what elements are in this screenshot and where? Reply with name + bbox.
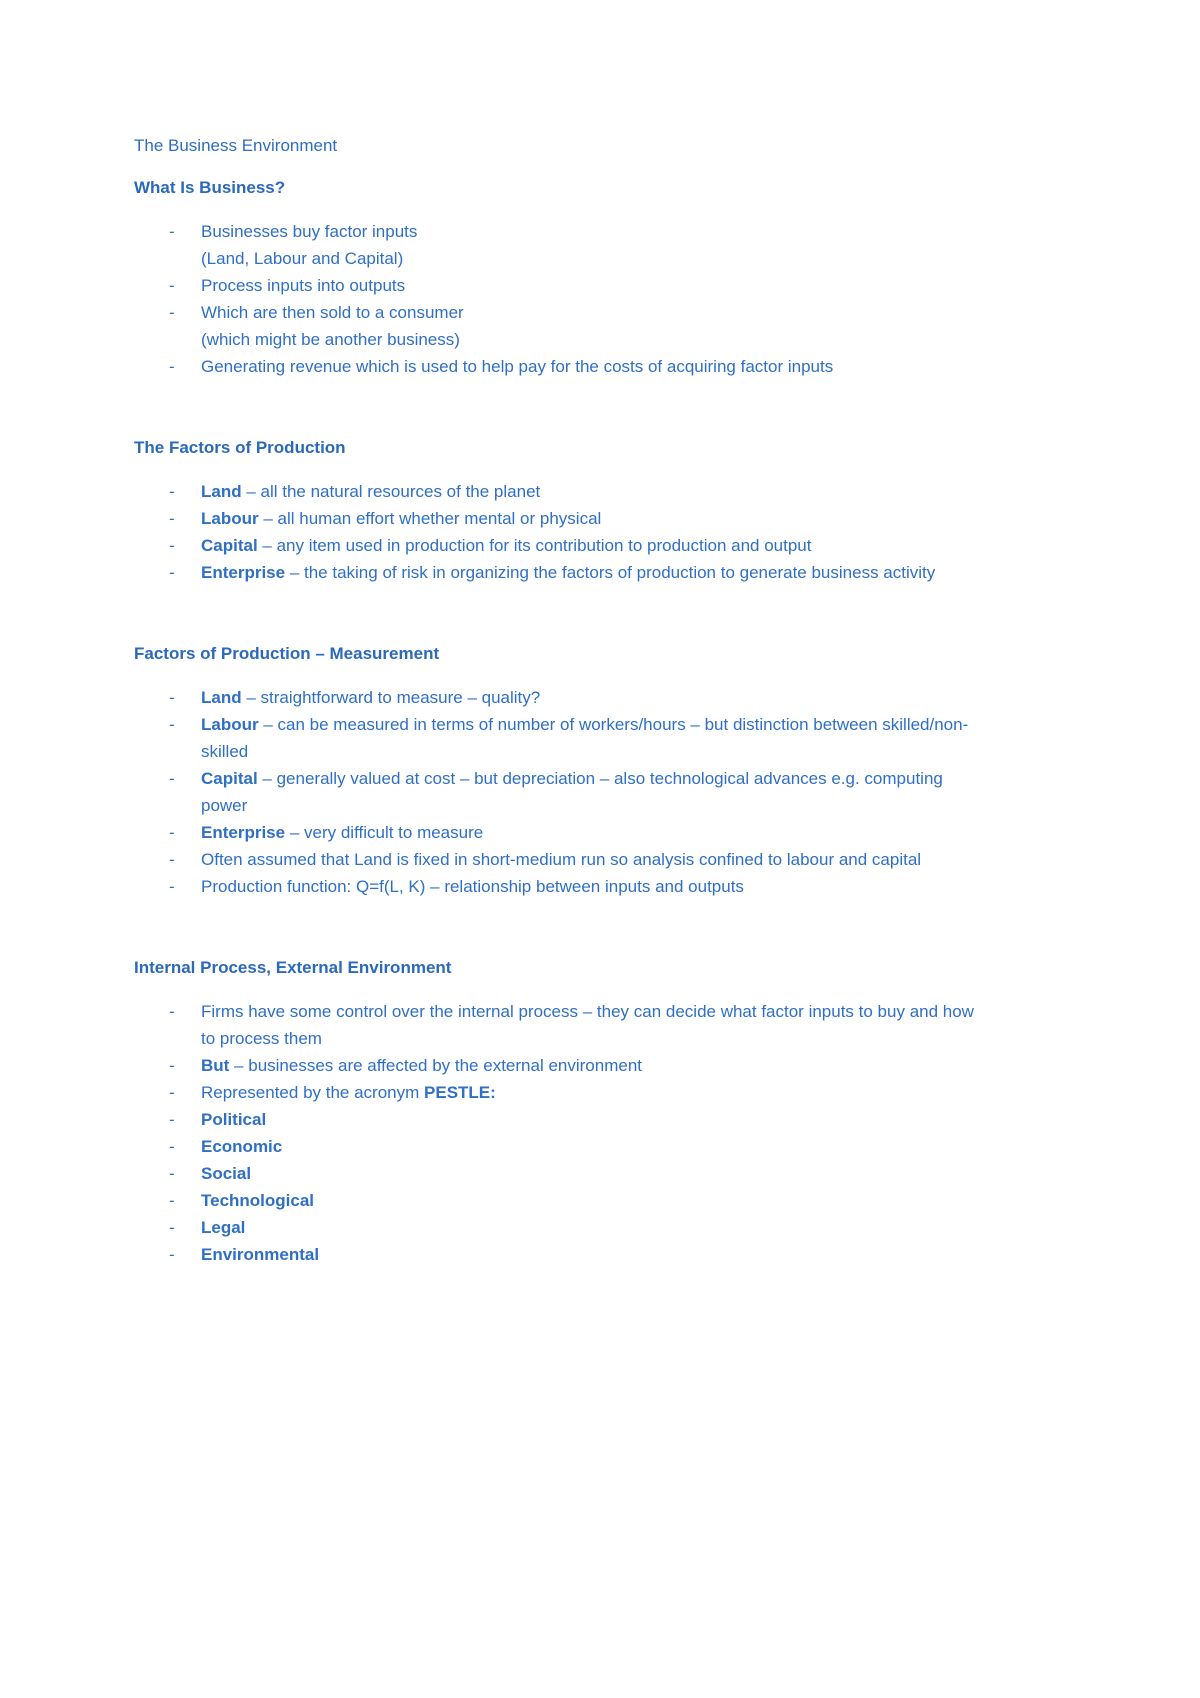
bullet-dash: - <box>169 1137 175 1156</box>
bullet-dash: - <box>169 1218 175 1237</box>
pestle-legal: Legal <box>201 1218 246 1237</box>
bullet-dash: - <box>169 563 175 582</box>
item-text: Production function: Q=f(L, K) – relationship between inputs and outputs <box>201 877 744 896</box>
bullet-list-measurement <box>134 684 974 900</box>
item-text: Which are then sold to a consumer <box>201 303 464 322</box>
section-heading-internal-external: Internal Process, External Environment <box>134 958 452 977</box>
item-text: can be measured in terms of number of workers/hours – but distinction between skilled/non-skilled <box>201 715 969 761</box>
bullet-dash: - <box>169 536 175 555</box>
item-term: Labour <box>201 509 259 528</box>
bullet-dash: - <box>169 1002 175 1021</box>
list-item <box>134 478 974 505</box>
bullet-dash: - <box>169 715 175 734</box>
item-text: Often assumed that Land is fixed in short-medium run so analysis confined to labour and capital <box>201 850 922 869</box>
item-text: Represented by the acronym <box>201 1083 425 1102</box>
item-text: any item used in production for its contribution to production and output <box>276 536 812 555</box>
list-item <box>134 505 974 532</box>
pestle-economic: Economic <box>201 1137 283 1156</box>
item-text: all the natural resources of the planet <box>260 482 541 501</box>
bullet-dash: - <box>169 276 175 295</box>
item-text: generally valued at cost – but depreciation – also technological advances e.g. computing power <box>201 769 943 815</box>
section-spacer <box>134 586 974 642</box>
item-term: Enterprise <box>201 563 286 582</box>
list-item <box>134 684 974 711</box>
bullet-dash: - <box>169 222 175 241</box>
list-item <box>134 1241 974 1268</box>
list-item <box>134 1079 974 1106</box>
list-item <box>134 272 974 299</box>
bullet-list-internal-external <box>134 998 974 1268</box>
section-spacer <box>134 900 974 956</box>
item-separator: – <box>285 563 304 582</box>
bullet-dash: - <box>169 769 175 788</box>
document-title: The Business Environment <box>134 136 338 155</box>
item-text: businesses are affected by the external environment <box>248 1056 642 1075</box>
list-item <box>134 1052 974 1079</box>
pestle-technological: Technological <box>201 1191 315 1210</box>
bullet-dash: - <box>169 303 175 322</box>
item-term: PESTLE: <box>424 1083 496 1102</box>
bullet-dash: - <box>169 1164 175 1183</box>
item-separator: – <box>285 823 304 842</box>
bullet-dash: - <box>169 1191 175 1210</box>
bullet-dash: - <box>169 357 175 376</box>
item-term: But <box>201 1056 230 1075</box>
list-item <box>134 532 974 559</box>
section-heading-measurement: Factors of Production – Measurement <box>134 644 440 663</box>
pestle-political: Political <box>201 1110 267 1129</box>
bullet-dash: - <box>169 850 175 869</box>
item-separator: – <box>258 715 278 734</box>
item-separator: – <box>241 482 261 501</box>
item-term: Enterprise <box>201 823 286 842</box>
list-item <box>134 1160 974 1187</box>
list-item <box>134 1187 974 1214</box>
item-term: Capital <box>201 536 258 555</box>
list-item <box>134 218 974 272</box>
item-text: the taking of risk in organizing the factors of production to generate business activity <box>304 563 936 582</box>
bullet-dash: - <box>169 509 175 528</box>
item-term: Land <box>201 482 242 501</box>
document-page <box>134 134 974 1268</box>
list-item <box>134 1214 974 1241</box>
item-separator: – <box>257 769 277 788</box>
item-separator: – <box>229 1056 249 1075</box>
pestle-social: Social <box>201 1164 252 1183</box>
item-text: Process inputs into outputs <box>201 276 406 295</box>
bullet-list-what-is-business <box>134 218 974 380</box>
bullet-dash: - <box>169 1245 175 1264</box>
list-item <box>134 299 974 353</box>
item-subtext: (which might be another business) <box>201 330 460 349</box>
section-heading-factors-of-production: The Factors of Production <box>134 438 346 457</box>
pestle-environmental: Environmental <box>201 1245 320 1264</box>
list-item <box>134 765 974 819</box>
item-text: Businesses buy factor inputs <box>201 222 418 241</box>
list-item <box>134 819 974 846</box>
list-item <box>134 998 974 1052</box>
item-text: Generating revenue which is used to help pay for the costs of acquiring factor inputs <box>201 357 834 376</box>
bullet-dash: - <box>169 1056 175 1075</box>
item-subtext: (Land, Labour and Capital) <box>201 249 404 268</box>
bullet-dash: - <box>169 877 175 896</box>
section-heading-what-is-business: What Is Business? <box>134 178 286 197</box>
item-text: all human effort whether mental or physical <box>277 509 602 528</box>
list-item <box>134 1106 974 1133</box>
item-term: Labour <box>201 715 259 734</box>
item-text: Firms have some control over the internal process – they can decide what factor inputs to buy and how to process them <box>201 1002 974 1048</box>
item-separator: – <box>258 509 278 528</box>
bullet-dash: - <box>169 1110 175 1129</box>
section-spacer <box>134 380 974 436</box>
bullet-dash: - <box>169 1083 175 1102</box>
item-text: very difficult to measure <box>304 823 484 842</box>
bullet-dash: - <box>169 823 175 842</box>
bullet-dash: - <box>169 482 175 501</box>
item-term: Capital <box>201 769 258 788</box>
item-text: straightforward to measure – quality? <box>260 688 541 707</box>
bullet-list-factors-of-production <box>134 478 974 586</box>
list-item <box>134 873 974 900</box>
item-separator: – <box>257 536 277 555</box>
list-item <box>134 711 974 765</box>
list-item <box>134 353 974 380</box>
list-item <box>134 559 974 586</box>
bullet-dash: - <box>169 688 175 707</box>
list-item <box>134 1133 974 1160</box>
item-term: Land <box>201 688 242 707</box>
item-separator: – <box>241 688 261 707</box>
list-item <box>134 846 974 873</box>
